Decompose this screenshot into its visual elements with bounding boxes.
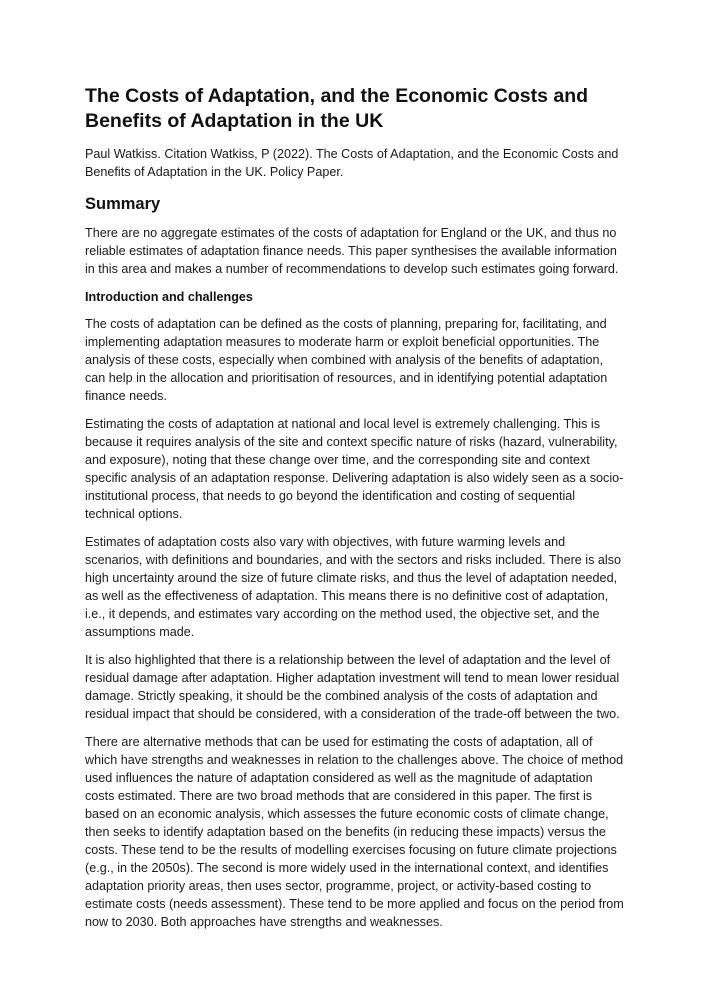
citation-text: Paul Watkiss. Citation Watkiss, P (2022). The Costs of Adaptation, and the Economic Costs and Benefits of Adaptation in the UK. Policy Paper.	[85, 147, 619, 179]
body-paragraph: Estimates of adaptation costs also vary with objectives, with future warming levels and scenarios, with definitions and boundaries, and with the sectors and risks included. There is also high uncertainty around the size of future climate risks, and thus the level of adaptation needed, as well as the effectiveness of adaptation. This means there is no definitive cost of adaptation, i.e., it depends, and estimates vary according on the method used, the objective set, and the assumptions made.	[85, 535, 621, 639]
document-body	[85, 84, 625, 941]
body-paragraph: There are alternative methods that can be used for estimating the costs of adaptation, all of which have strengths and weaknesses in relation to the challenges above. The choice of method used influences the nature of adaptation considered as well as the magnitude of adaptation costs estimated. There are two broad methods that are considered in this paper. The first is based on an economic analysis, which assesses the future economic costs of climate change, then seeks to identify adaptation based on the benefits (in reducing these impacts) versus the costs. These tend to be the results of modelling exercises focusing on future climate projections (e.g., in the 2050s). The second is more widely used in the international context, and identifies adaptation priority areas, then uses sector, programme, project, or activity-based costing to estimate costs (needs assessment). These tend to be more applied and focus on the period from now to 2030. Both approaches have strengths and weaknesses.	[85, 735, 624, 929]
summary-paragraph: There are no aggregate estimates of the costs of adaptation for England or the UK, and thus no reliable estimates of adaptation finance needs. This paper synthesises the available information in this area and makes a number of recommendations to develop such estimates going forward.	[85, 226, 619, 276]
document-title: The Costs of Adaptation, and the Economic Costs and Benefits of Adaptation in the UK	[85, 85, 589, 132]
summary-heading: Summary	[85, 195, 161, 213]
body-paragraph: The costs of adaptation can be defined as the costs of planning, preparing for, facilitating, and implementing adaptation measures to moderate harm or exploit beneficial opportunities. The analysis of these costs, especially when combined with analysis of the benefits of adaptation, can help in the allocation and prioritisation of resources, and in identifying potential adaptation finance needs.	[85, 317, 608, 403]
body-paragraph: Estimating the costs of adaptation at national and local level is extremely challenging. This is because it requires analysis of the site and context specific nature of risks (hazard, vulnerability, and exposure), noting that these change over time, and the corresponding site and context specific analysis of an adaptation response. Delivering adaptation is also widely seen as a socio-institutional process, that needs to go beyond the identification and costing of sequential technical options.	[85, 417, 624, 521]
body-paragraph: It is also highlighted that there is a relationship between the level of adaptation and the level of residual damage after adaptation. Higher adaptation investment will tend to mean lower residual damage. Strictly speaking, it should be the combined analysis of the costs of adaptation and residual impact that should be considered, with a consideration of the trade-off between the two.	[85, 653, 620, 721]
intro-heading: Introduction and challenges	[85, 290, 253, 304]
